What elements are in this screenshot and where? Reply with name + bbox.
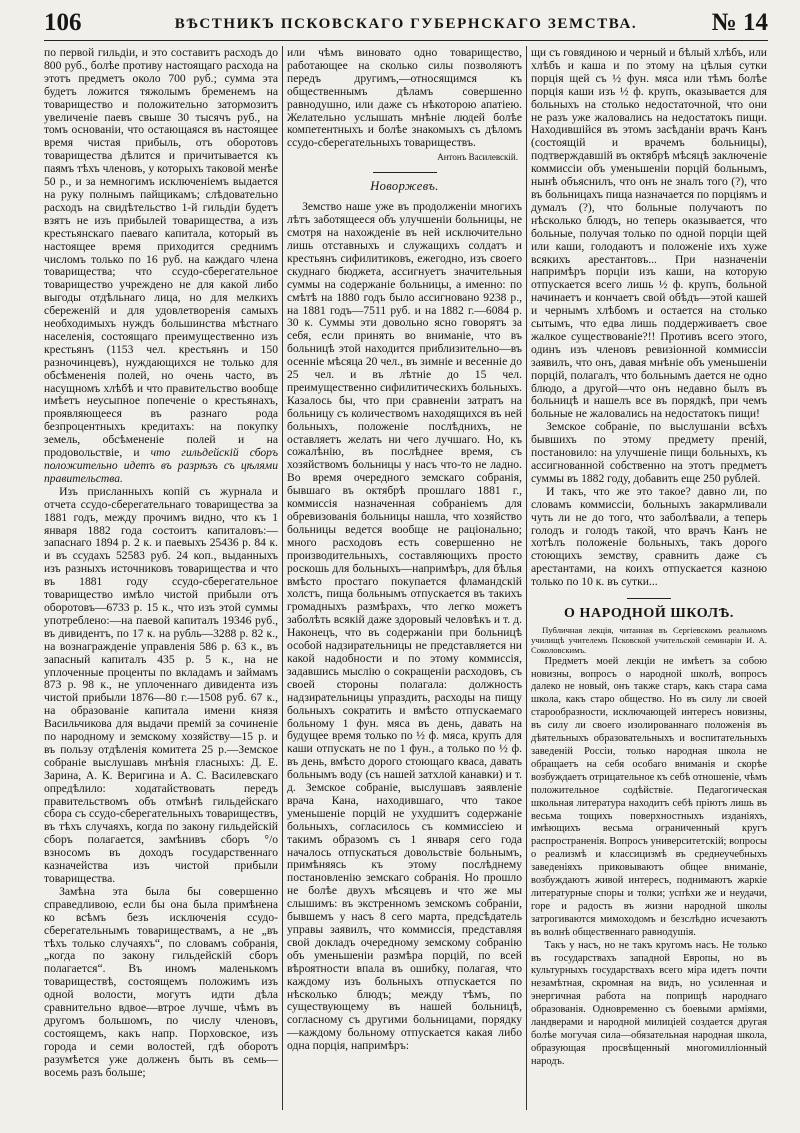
column-divider	[282, 46, 283, 1110]
section-title: Новоржевъ.	[370, 179, 439, 194]
paragraph: Замѣна эта была бы совершенно справедливою, если бы она была примѣнена ко всѣмъ безъ исключенія ссудо-сберегательнымъ товариществамъ, а не „въ тѣхъ только случаяхъ“, по словамъ собранія, „когда по закону гильдейскій сборъ полагается“. Въ иномъ маленькомъ товариществѣ, состоящемъ положимъ изъ одной волости, могутъ идти дѣла сравнительно вдвое—втрое лучше, чѣмъ въ другомъ большомъ, по числу членовъ, состоящемъ, какъ напр. Порховское, изъ города и семи волостей, гдѣ оборотъ разумѣется уже долженъ быть въ семь—восемь разъ больше;	[44, 884, 278, 1079]
paragraph: Земское собраніе, по выслушаніи всѣхъ бывшихъ по этому предмету преній, постановило: на улучшеніе пищи больныхъ, къ ассигнованной собственно на этотъ предметъ суммы въ 1882 году, добавить еще 250 рублей.	[531, 420, 767, 485]
italic-emphasis: что гильдейскій сборъ положительно идетъ въ разрѣзъ съ цѣлями правительства.	[44, 446, 278, 485]
header-rule	[44, 40, 768, 41]
column-left	[44, 47, 278, 1110]
column-divider	[526, 46, 527, 1110]
column-right	[531, 47, 767, 1110]
paragraph: Предметъ моей лекціи не имѣетъ за собою новизны, вопросъ о народной школѣ, вопросъ далеко не новый, онъ также старъ, какъ стара сама школа, какъ старо общество. Но въ силу ли своей старообразности, исключающей интересъ новизны, въ силу ли своего изолированнаго положенія въ дѣятельныхъ образовательныхъ и воспитательныхъ заведеній Россіи, только народная школа не обращаетъ на себя особаго вниманія и скорѣе возбуждаетъ отрицательное къ себѣ отношеніе, чѣмъ положительное содѣйствіе. Педагогическая школьная литература находитъ себѣ пріютъ лишь въ весьма тощихъ поверхностныхъ изданіяхъ, имѣющихъ весьма ограниченный кругъ распространенія. Вопросъ университетскій; вопросы о реализмѣ и классицизмѣ въ среднеучебныхъ заведеніяхъ приковываютъ общее вниманіе, возбуждаютъ живой интересъ, поднимаютъ жаркіе литературные споры и толки; успѣхи же и неудачи, горе и радость въ жизни народной школы затрогиваются мимоходомъ и безслѣдно исчезаютъ въ волнѣ общественнаго равнодушія.	[531, 655, 767, 938]
section-separator	[373, 172, 437, 173]
paragraph: или чѣмъ виновато одно товарищество, работающее на сколько силы позволяютъ передъ другимъ,—относящимся къ общественнымъ дѣламъ совершенно равнодушно, или даже съ нѣкоторою апатіею. Желательно услышать мнѣніе людей болѣе компетентныхъ и болѣе знакомыхъ съ дѣломъ ссудо-сберегательныхъ товариществъ.	[287, 47, 522, 150]
paragraph: щи съ говядиною и черный и бѣлый хлѣбъ, или хлѣбъ и каша и по этому на цѣлыя сутки порція щей съ ½ фун. мяса или тѣмъ болѣе порція каши изъ ½ ф. крупъ, оказывается для больныхъ на столько недостаточной, что они не разъ уже жаловались на недостатокъ пищи. Находившійся въ этомъ засѣданіи врачъ Канъ (состоящій и врачемъ больницы), подтверждавшій въ октябрѣ мѣсяцѣ заключеніе коммиссіи объ уменьшеніи порцій больнымъ, нынѣ объяснилъ, что онъ не зналъ того (?), что въ больницахъ пища назначается по порціямъ и думалъ (?), что больные получаютъ по нѣсколько блюдъ, но теперь оказывается, что больные, получая только по одной порціи щей или каши, голодаютъ и положеніе ихъ хуже всякихъ арестантовъ... При назначеніи напримѣръ порціи изъ каши, на которую отпускается всего лишь ½ ф. крупъ, больной начинаетъ и кончаетъ свой обѣдъ—этой кашей и чернымъ хлѣбомъ и остается на столько сытымъ, что едва лишь поддерживаетъ свое жалкое существованіе?!! Противъ всего этого, одинъ изъ членовъ ревизіонной коммиссіи заявилъ, что онъ, давая мнѣніе объ уменьшеніи порцій, полагалъ, что больнымъ дается не одно блюдо, а другой—что онъ недавно былъ въ больницѣ и нашелъ все въ порядкѣ, при чемъ больные не жаловались на недостатокъ пищи!	[531, 47, 767, 421]
article-separator	[627, 598, 671, 599]
paragraph: Изъ присланныхъ копій съ журнала и отчета ссудо-сберегательнаго товарищества за 1881 годъ, между прочимъ видно, что къ 1 января 1882 года состоитъ капиталовъ:—запаснаго 1894 р. 2 к. и паевыхъ 25436 р. 84 к. и въ ссудахъ 52583 руб. 24 коп., выданныхъ изъ разныхъ источниковъ товарищества и что въ 1881 году ссудо-сберегательное товарищество имѣло чистой прибыли отъ оборотовъ—6733 р. 15 к., что изъ этой суммы употреблено:—на паевой капиталъ 19346 руб., въ дивидентъ, по 17 к. на рубль—3288 р. 82 к., на вознагражденіе управленія 586 р. 63 к., въ запасный капиталъ 435 р. 5 к., на не уплоченные проценты по вкладамъ и займамъ 873 р. 98 к., не уплоченнаго дивидента изъ чистой прибыли 1876—80 г.—1508 руб. 67 к., на образованіе капитала имени князя Васильчикова для выдачи премій за сочиненіе по народному и земскому хозяйству—15 р. и въ пользу отдѣленія комитета 25 р.—Земское собраніе выслушавъ мнѣнія гласныхъ: Д. Е. Зарина, А. К. Веригина и А. С. Василевскаго опредѣлило: ходатайствовать передъ правительствомъ объ отмѣнѣ гильдейскаго сбора съ ссудо-сберегательныхъ товариществъ, въ тѣхъ случаяхъ, когда по закону гильдейскій сборъ полагается, замѣнивъ сборъ °/о взносомъ въ доходъ государственнаго казначейства изъ чистой прибыли товарищества.	[44, 484, 278, 885]
paragraph-text: по первой гильдіи, и это составитъ расходъ до 800 руб., болѣе противу настоящаго расхода на этотъ предметъ около 700 руб.; сумма эта будетъ ложится тяжолымъ бременемъ на товарищество и положительно затормозитъ увеличеніе паевъ свыше 30 тысячъ руб., на томъ основаніи, что остающаяся въ настоящее время чистая прибыль, отъ оборотовъ товарищества дѣлится и причитывается къ паямъ тѣхъ членовъ, у которыхъ таковой менѣе 50 р., и за немногимъ исключеніемъ выдается на руку полнымъ пайщикамъ; слѣдовательно расходъ на свидѣтельство 1-й гильдіи будетъ взятъ не изъ прибылей товарищества, а изъ крестьянскаго паеваго капитала, который въ настоящее время приходится среднимъ числомъ только по 16 руб. на каждаго члена товарищества; что ссудо-сберегательное товарищество учреждено не для какой либо выгоды отдѣльнаго лица, но для мелкихъ сбереженій и для удовлетворенія самыхъ необходимыхъ нуждъ большинства мѣстнаго населенія, состоящаго преимущественно изъ крестьянъ (1153 чел. крестьянъ и 150 разночинцевъ), нуждающихся не только для обсѣмененія полей, но очень часто, въ насущномъ хлѣбѣ и что правительство вообще имѣетъ неусыпное попеченіе о крестьянахъ, проявляющееся въ разнаго рода безпроцентныхъ кредитахъ: на покупку земель, обсѣмененіе полей и на продовольствіе, и	[44, 47, 278, 460]
paragraph: И такъ, что же это такое? давно ли, по словамъ коммиссіи, больныхъ закармливали чуть ли не до того, что заболѣвали, а теперь голодъ и голодъ такой, что врачъ Канъ не хотѣлъ положеніе больныхъ, такъ дорого стоющихъ земству, сравнить даже съ арестантами, на коихъ отпускается казною только по 10 к. въ сутки...	[531, 484, 767, 589]
article-title: О НАРОДНОЙ ШКОЛѢ.	[563, 606, 735, 622]
paragraph: Земство наше уже въ продолженіи многихъ лѣтъ заботящееся объ улучшеніи больницы, не смотря на нахожденіе въ ней исключительно лишь отставныхъ и служащихъ солдатъ и крестьянъ сифилитиковъ, ежегодно, изъ своего скуднаго бюджета, ассигнуетъ значительныя суммы на содержаніе больницы, а именно: по смѣтѣ на 1880 годъ было ассигновано 9238 р., на 1881 годъ—7511 руб. и на 1882 г.—6084 р. 30 к. Суммы эти довольно ясно говорятъ за себя, если принять во вниманіе, что въ больницѣ этой находится приблизительно—въ осенніе мѣсяца 20 чел., въ зимніе и весенніе до 25 чел. и въ лѣтніе до 15 чел. преимущественно сифилитическихъ больныхъ. Казалось бы, что при сравненіи затратъ на больницу съ количествомъ находящихся въ ней больныхъ, положеніе послѣднихъ, не оставляетъ желать ни чего лучшаго. Но, къ сожалѣнію, въ послѣднее время, съ хозяйствомъ больницы у насъ что-то не ладно. Во время очередного земскаго собранія, бывшаго въ октябрѣ прошлаго 1881 г., коммиссія назначенная собраніемъ для обревизованія больницы нашла, что хозяйство больницы ведется вообще не раціонально; много расходовъ есть совершенно не производительныхъ, составляющихъ просто роскошь для больныхъ—напримѣръ, для бѣлья вмѣсто простаго покупается фламандскій холстъ, пища больнымъ отпускается въ такихъ громадныхъ размѣрахъ, что легко можетъ заболѣть всякій даже здоровый человѣкъ и т. д. Наконецъ, что въ содержаніи при больницѣ особой надзирательницы не представляется ни какой надобности и по этому коммиссія, задавшись мыслію о сокращеніи расходовъ, съ своей стороны полагала: должность надзирательницы упраздить, расходы на пищу больныхъ сократить и вмѣсто отпускаемаго больному 1 фун. мяса въ день, давать на будущее время только по ½ ф. мяса, крупъ для каши отпускать не по 1 фун., а только по ½ ф. въ день, вмѣсто дорого стоющаго кваса, давать больнымъ воду (съ нашей затхлой канавки) и т. д. Земское собраніе, выслушавъ заявленіе врача Кана, находившаго, что такое уменьшеніе порцій не ухудшитъ содержаніе больныхъ, согласилось съ коммиссіею и такимъ образомъ съ 1 января сего года началось отпускаться довольствіе больнымъ, примѣняясь къ этому послѣднему постановленію земскаго собранія. Но прошло не болѣе двухъ мѣсяцевъ и что же мы слышимъ: въ экстренномъ земскомъ собраніи, бывшемъ у насъ 8 сего марта, предсѣдатель управы заявилъ, что коммиссія, представляя свой докладъ очередному земскому собранію объ уменьшеніи размѣра порцій, по всей вѣроятности впала въ ошибку, полагая, что каждому изъ больныхъ отпускается по нѣсколько блюдъ; между тѣмъ, по существующему въ нашей больницѣ, согласному съ другими больницами, порядку—каждому больному отпускается какая либо одна порція, напримѣръ:	[287, 200, 522, 1053]
page-number: 106	[44, 9, 82, 36]
page-header	[44, 6, 768, 38]
paragraph	[44, 47, 278, 486]
paragraph: Такъ у насъ, но не такъ кругомъ насъ. Не только въ государствахъ западной Европы, но въ культурныхъ государствахъ всего міра идетъ почти незамѣтная, скромная на видъ, но усиленная и энергичная работа на поприщѣ народнаго образованія. Одновременно съ боевыми арміями, ландверами и народной милиціей создается другая болѣе могучая сила—обязательная народная школа, образующая просвѣщенный многомилліонный народъ.	[531, 939, 767, 1067]
article-body	[531, 656, 767, 1069]
article-subtitle: Публичная лекція, читанная въ Сергіевскомъ реальномъ училищѣ учителемъ Псковской учительской семинаріи И. А. Соколовскимъ.	[531, 625, 767, 656]
journal-title: ВѢСТНИКЪ ПСКОВСКАГО ГУБЕРНСКАГО ЗЕМСТВА.	[174, 16, 638, 32]
author-signature: Антонъ Василевскій.	[437, 152, 518, 163]
issue-number: № 14	[711, 9, 768, 36]
column-middle	[287, 47, 522, 1110]
